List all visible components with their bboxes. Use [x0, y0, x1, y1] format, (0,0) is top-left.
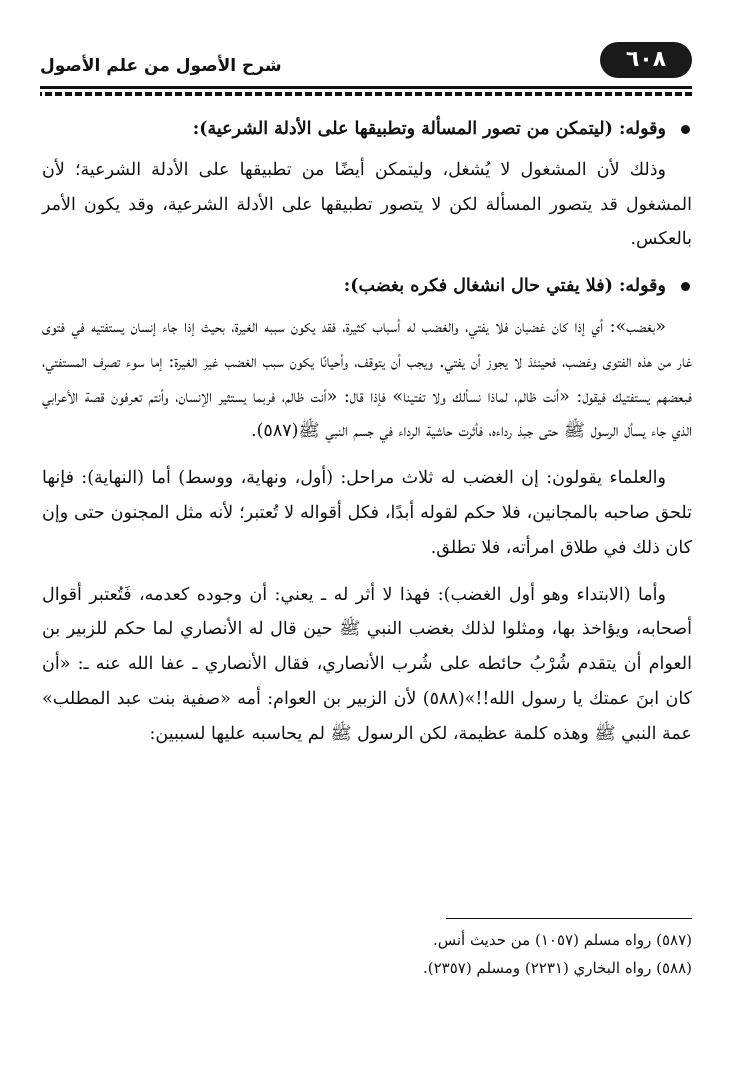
bullet-icon — [681, 282, 690, 291]
header-rule — [40, 86, 692, 89]
paragraph-1: وذلك لأن المشغول لا يُشغل، وليتمكن أيضًا من تطبيقها على الأدلة الشرعية؛ لأن المشغول قد يتصور المسألة لكن لا يتصور تطبيقها على الأدلة الشرعية، وقد يكون الأمر بالعكس. — [42, 159, 692, 250]
footnote-587: (٥٨٧) رواه مسلم (١٠٥٧) من حديث أنس. — [432, 931, 692, 949]
section-heading-2 — [42, 269, 692, 304]
page-body — [42, 112, 692, 764]
footnotes — [44, 926, 692, 982]
paragraph-2: «بغضب»: أي إذا كان غضبان فلا يفتي، والغضب له أسباب كثيرة، فقد يكون سببه الغيرة، بحيث إذا جاء إنسان يستفتيه في فتوى غار من هذه الفتوى وغضب، فحينئذ لا يجوز أن يفتي. ويجب أن يتوقف، وأحيانًا يكون سبب الغضب غير الغيرة: إما سوء تصرف المستفتي، فبعضهم يستفتيك فيقول: «أنت ظالم، لماذا نسألك ولا تفتينا» فإذا قال: «أنت ظالم، فربما يستثير الإنسان، وأنتم تعرفون قصة الأعرابي الذي جاء يسأل الرسول ﷺ حتى جبذ رداءه، فأثرت حاشية الرداء في جسم النبي ﷺ(٥٨٧). — [42, 316, 692, 442]
page-number-badge: ٦٠٨ — [600, 42, 692, 78]
section-heading-1-text: وقوله: (ليتمكن من تصور المسألة وتطبيقها على الأدلة الشرعية): — [192, 119, 666, 139]
section-heading-2-text: وقوله: (فلا يفتي حال انشغال فكره بغضب): — [343, 276, 666, 297]
footnote-separator — [446, 918, 692, 919]
bullet-icon — [681, 125, 690, 134]
header-dashed-rule — [40, 92, 692, 96]
footnote-588: (٥٨٨) رواه البخاري (٢٢٣١) ومسلم (٢٣٥٧). — [422, 959, 692, 977]
page-header — [40, 42, 692, 82]
section-heading-1 — [42, 112, 692, 147]
paragraph-3: والعلماء يقولون: إن الغضب له ثلاث مراحل: (أول، ونهاية، ووسط) أما (النهاية): فإنها تلحق صاحبه بالمجانين، فلا حكم لقوله أبدًا، فكل أقواله لا تُعتبر؛ لأنه مثل المجنون حتى وإن كان ذلك في طلاق امرأته، فلا تطلق. — [42, 468, 692, 558]
book-title: شرح الأصول من علم الأصول — [40, 56, 282, 76]
paragraph-4: وأما (الابتداء وهو أول الغضب): فهذا لا أثر له ـ يعني: أن وجوده كعدمه، فَتُعتبر أقوال أصحابه، ويؤاخذ بها، ومثلوا لذلك بغضب النبي ﷺ حين قال له الأنصاري لما حكم للزبير بن العوام أن يتقدم شُرْبُ حائطه على شُرب الأنصاري، فقال الأنصاري ـ عفا الله عنه ـ: «أن كان ابنَ عمتك يا رسول الله!!»(٥٨٨) لأن الزبير بن العوام: أمه «صفية بنت عبد المطلب» عمة النبي ﷺ وهذه كلمة عظيمة، لكن الرسول ﷺ لم يحاسبه عليها لسببين: — [42, 584, 692, 744]
